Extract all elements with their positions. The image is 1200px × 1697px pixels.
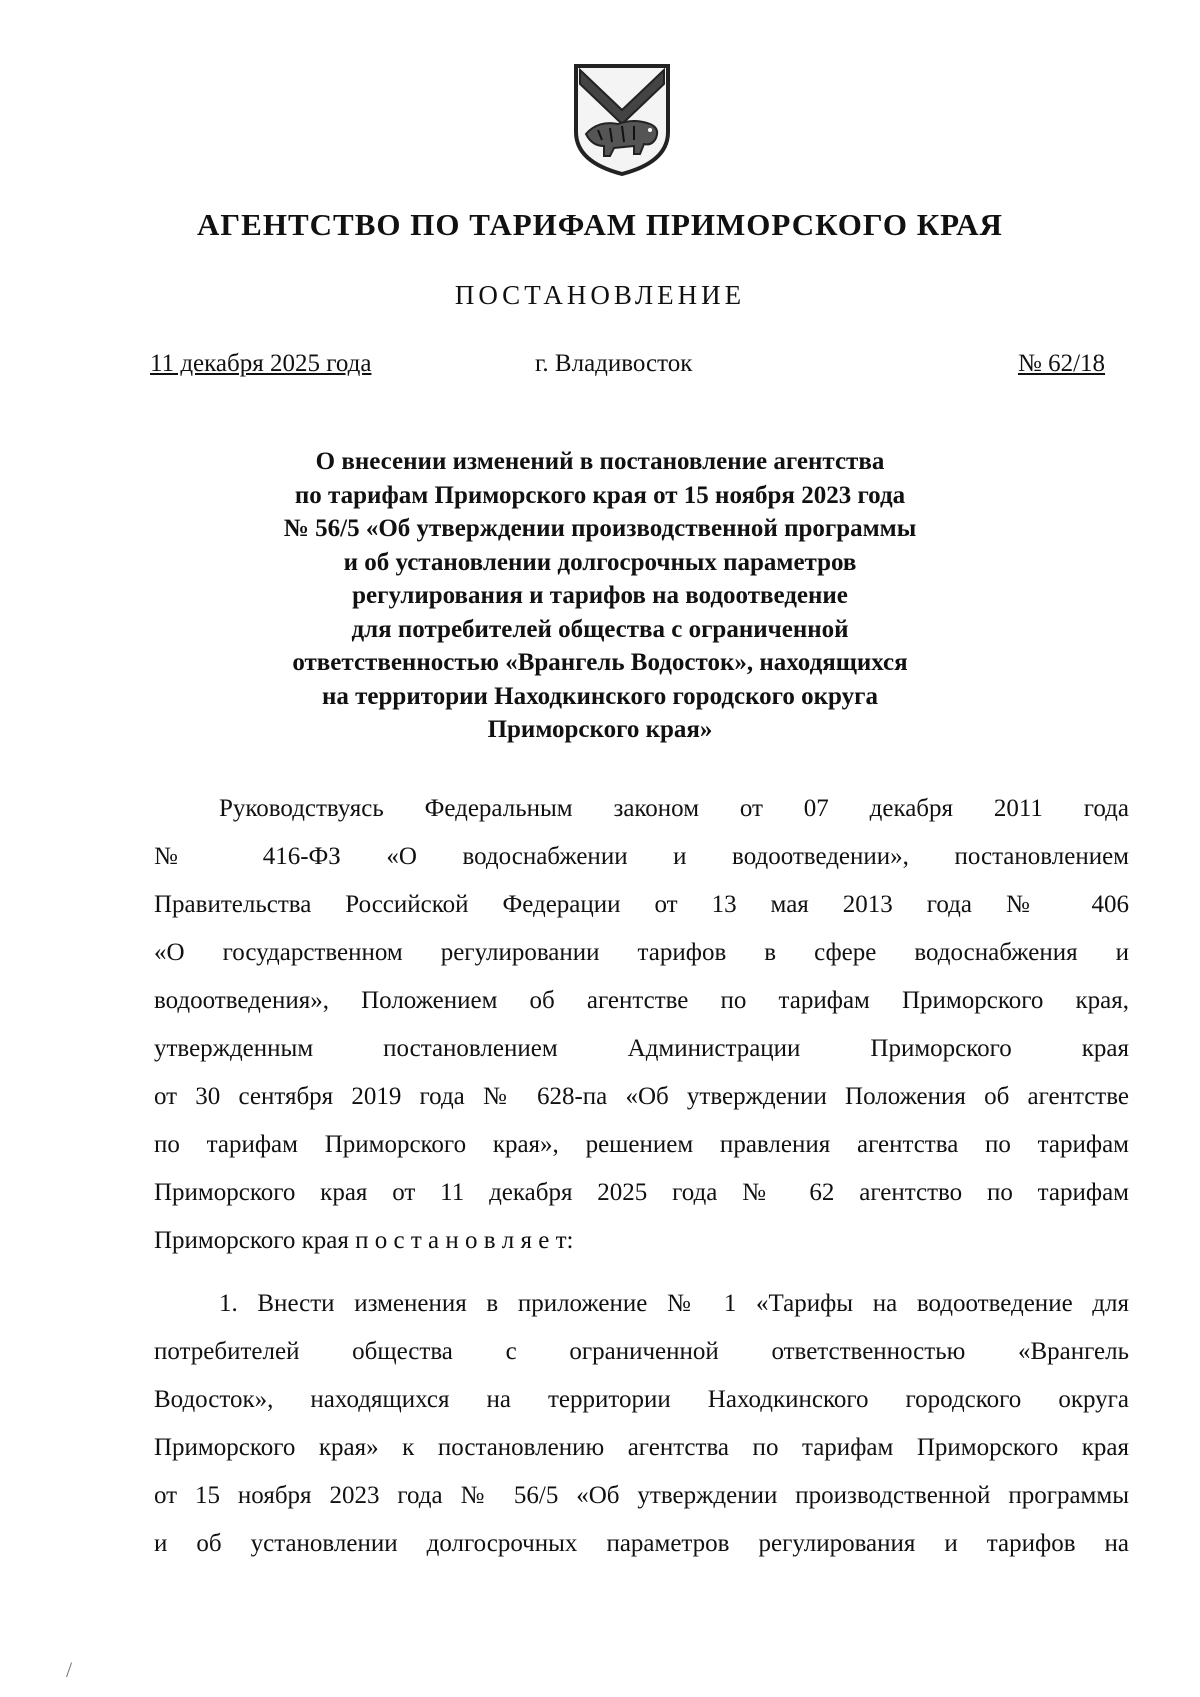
title-line: ответственностью «Врангель Водосток», находящихся bbox=[292, 649, 908, 676]
document-date: 11 декабря 2025 года bbox=[150, 350, 372, 377]
body-line: от 30 сентября 2019 года № 628-па «Об утверждении Положения об агентстве bbox=[154, 1083, 1129, 1110]
body-line: Водосток», находящихся на территории Находкинского городского округа bbox=[154, 1386, 1129, 1413]
body-line: потребителей общества с ограниченной ответственностью «Врангель bbox=[154, 1338, 1129, 1365]
document-type: ПОСТАНОВЛЕНИЕ bbox=[454, 280, 746, 310]
body-line: Приморского края п о с т а н о в л я е т: bbox=[154, 1227, 574, 1254]
title-line: О внесении изменений в постановление агентства bbox=[315, 448, 885, 475]
body-line: Приморского края от 11 декабря 2025 года № 62 агентство по тарифам bbox=[154, 1179, 1129, 1206]
body-line: от 15 ноября 2023 года № 56/5 «Об утверждении производственной программы bbox=[154, 1482, 1129, 1509]
body-line: Руководствуясь Федеральным законом от 07 декабря 2011 года bbox=[219, 795, 1129, 822]
title-line: Приморского края» bbox=[487, 716, 713, 743]
body-line: Правительства Российской Федерации от 13 мая 2013 года № 406 bbox=[154, 891, 1129, 918]
margin-mark: / bbox=[66, 1657, 73, 1682]
title-line: по тарифам Приморского края от 15 ноября 2023 года bbox=[294, 481, 906, 509]
title-line: № 56/5 «Об утверждении производственной программы bbox=[283, 515, 917, 542]
primorye-coat-of-arms-icon bbox=[568, 62, 676, 178]
body-line: утвержденным постановлением Администрации Приморского края bbox=[154, 1035, 1129, 1062]
body-line: Приморского края» к постановлению агентства по тарифам Приморского края bbox=[154, 1434, 1129, 1461]
title-line: и об установлении долгосрочных параметров bbox=[343, 548, 857, 576]
body-line: водоотведения», Положением об агентстве по тарифам Приморского края, bbox=[154, 987, 1129, 1014]
title-line: на территории Находкинского городского округа bbox=[322, 682, 878, 710]
document-city: г. Владивосток bbox=[535, 350, 693, 377]
title-line: для потребителей общества с ограниченной bbox=[351, 615, 849, 643]
body-line: и об установлении долгосрочных параметров регулирования и тарифов на bbox=[154, 1530, 1129, 1557]
body-line: 1. Внести изменения в приложение № 1 «Тарифы на водоотведение для bbox=[219, 1290, 1129, 1317]
agency-name: АГЕНТСТВО ПО ТАРИФАМ ПРИМОРСКОГО КРАЯ bbox=[197, 207, 1003, 242]
body-line: «О государственном регулировании тарифов в сфере водоснабжения и bbox=[154, 939, 1129, 966]
document-title bbox=[200, 445, 1000, 747]
title-line: регулирования и тарифов на водоотведение bbox=[352, 582, 848, 609]
document-number: № 62/18 bbox=[1018, 350, 1106, 377]
body-line: по тарифам Приморского края», решением правления агентства по тарифам bbox=[154, 1131, 1129, 1158]
body-line: № 416-ФЗ «О водоснабжении и водоотведении», постановлением bbox=[154, 843, 1129, 870]
